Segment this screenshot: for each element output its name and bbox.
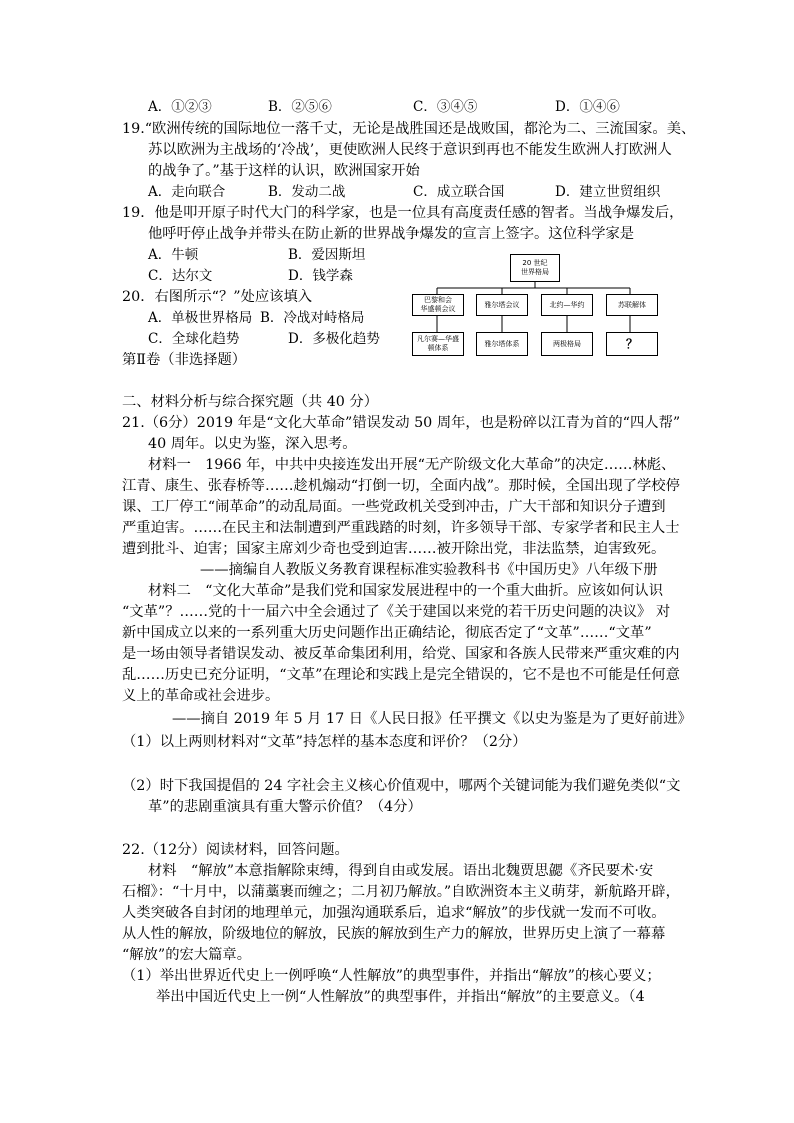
q21-material1-line-4: 严重迫害。……在民主和法制遭到严重践踏的时刻，许多领导干部、专家学者和民主人士 — [122, 520, 680, 536]
q21-material2-line-3: 新中国成立以来的一系列重大历史问题作出正确结论，彻底否定了“文革”……“文革” — [122, 625, 652, 641]
q19b-option-d: D．钱学森 — [288, 268, 353, 284]
q19b-option-a: A．牛顿 — [148, 247, 199, 263]
q21-material2-source: ——摘自 2019 年 5 月 17 日《人民日报》任平撰文《以史为鉴是为了更好前进》 — [172, 711, 692, 727]
q22-material-line-3: 人类突破各自封闭的地理单元，加强沟通联系后，追求“解放”的步伐就一发而不可收。 — [122, 905, 666, 921]
q21-material2-line-6: 义上的革命或社会进步。 — [122, 688, 280, 704]
part2-title: 第Ⅱ卷（非选择题） — [122, 352, 247, 368]
q21-subquestion-2-line-2: 革”的悲剧重演具有重大警示价值？（4分） — [148, 799, 422, 815]
q19b-option-c: C．达尔文 — [148, 268, 213, 284]
q19b-stem-line-1: 19．他是叩开原子时代大门的科学家，也是一位具有高度责任感的智者。当战争爆发后， — [122, 205, 684, 221]
q18-option-b: B．②⑤⑥ — [268, 99, 332, 115]
q20-option-b: B．冷战对峙格局 — [260, 310, 365, 326]
q21-intro-line-1: 21.（6分）2019 年是“文化大革命”错误发动 50 周年，也是粉碎以江青为首的“四人帮” — [122, 415, 681, 431]
diagram-box-bipolar-label: 两极格局 — [553, 339, 581, 348]
diagram-box-nato-warsaw-label: 北约—华约 — [549, 300, 585, 309]
diagram-box-versailles-line-2: 顿体系 — [427, 344, 449, 352]
q19a-option-d: D．建立世贸组织 — [555, 184, 661, 200]
q21-material2-line-5: 乱……历史已充分证明，“文革”在理论和实践上是完全错误的，它不是也不可能是任何意 — [122, 667, 680, 683]
diagram-box-bipolar — [541, 332, 593, 356]
q18-option-c: C．③④⑤ — [413, 99, 478, 115]
q20-option-c: C．全球化趋势 — [148, 331, 240, 347]
diagram-box-paris-line-1: 巴黎和会 — [424, 296, 452, 304]
diagram-root-line-1: 20 世纪 — [522, 259, 548, 267]
q20-option-d: D．多极化趋势 — [288, 331, 380, 347]
diagram-box-paris — [412, 294, 464, 316]
q19b-option-b: B．爱因斯坦 — [288, 247, 366, 263]
q22-intro: 22.（12分）阅读材料，回答问题。 — [122, 842, 349, 858]
q22-subquestion-1-line-1: （1）举出世界近代史上一例呼唤“人性解放”的典型事件，并指出“解放”的核心要义； — [122, 968, 661, 984]
diagram-box-nato-warsaw — [541, 294, 593, 316]
q19a-option-b: B．发动二战 — [268, 184, 346, 200]
q22-subquestion-1-line-2: 举出中国近代史上一例“人性解放”的典型事件，并指出“解放”的主要意义。（4 — [156, 989, 645, 1005]
q19a-stem-line-2: 苏以欧洲为主战场的‘冷战’，更使欧洲人民终于意识到再也不能发生欧洲人打欧洲人 — [148, 142, 672, 158]
diagram-box-yalta-system-label: 雅尔塔体系 — [484, 339, 520, 348]
section-heading: 二、材料分析与综合探究题（共 40 分） — [122, 394, 379, 410]
q21-material1-line-3: 课、工厂停工“闹革命”的动乱局面。一些党政机关受到冲击，广大干部和知识分子遭到 — [122, 499, 666, 515]
diagram-box-paris-line-2: 华盛顿会议 — [420, 305, 456, 313]
q22-material-line-2: 石榴》：“十月中，以蒲藁裹而缠之；二月初乃解放。”自欧洲资本主义萌芽，新航路开辟， — [122, 884, 680, 900]
q21-material2-line-4: 是一场由领导者错误发动、被反革命集团利用，给党、国家和各族人民带来严重灾难的内 — [122, 646, 680, 662]
q19a-stem-line-3: 的战争了。”基于这样的认识，欧洲国家开始 — [148, 163, 420, 179]
q18-option-d: D．①④⑥ — [555, 99, 620, 115]
q19a-option-a: A．走向联合 — [148, 184, 226, 200]
q21-subquestion-2-line-1: （2）时下我国提倡的 24 字社会主义核心价值观中，哪两个关键词能为我们避免类似“文 — [122, 778, 681, 794]
q21-material1-line-5: 遭到批斗、迫害；国家主席刘少奇也受到迫害……被开除出党，非法监禁，迫害致死。 — [122, 541, 666, 557]
diagram-box-unknown-label: ？ — [625, 336, 638, 351]
q22-material-line-4: 从人性的解放，阶级地位的解放，民族的解放到生产力的解放，世界历史上演了一幕幕 — [122, 926, 666, 942]
q20-stem: 20．右图所示“？”处应该填入 — [122, 289, 313, 305]
diagram-box-yalta-system — [476, 332, 528, 356]
q21-subquestion-1: （1）以上两则材料对“文革”持怎样的基本态度和评价？（2分） — [122, 734, 527, 750]
q18-option-a: A．①②③ — [148, 99, 212, 115]
q22-material-line-1: 材料 “解放”本意指解除束缚，得到自由或发展。语出北魏贾思勰《齐民要术·安 — [148, 863, 654, 879]
diagram-root-line-2: 世界格局 — [521, 268, 549, 276]
q21-intro-line-2: 40 周年。以史为鉴，深入思考。 — [148, 436, 357, 452]
q19a-stem-line-1: 19.“欧洲传统的国际地位一落千丈，无论是战胜国还是战败国，都沦为二、三流国家。美、 — [122, 121, 696, 137]
q21-material2-line-2: “文革”？……党的十一届六中全会通过了《关于建国以来党的若干历史问题的决议》 对 — [122, 604, 671, 620]
diagram-root-box — [510, 254, 560, 282]
q19a-option-c: C．成立联合国 — [413, 184, 505, 200]
q21-material1-line-1: 材料一 1966 年，中共中央接连发出开展“无产阶级文化大革命”的决定……林彪、 — [148, 457, 676, 473]
diagram-box-yalta-conf-label: 雅尔塔会议 — [484, 300, 520, 309]
q21-material1-source: ——摘编自人教版义务教育课程标准实验教科书《中国历史》八年级下册 — [200, 562, 658, 578]
q22-material-line-5: “解放”的宏大篇章。 — [122, 947, 251, 963]
diagram-box-ussr-collapse-label: 苏联解体 — [618, 300, 646, 309]
q21-material1-line-2: 江青、康生、张春桥等……趁机煽动“打倒一切，全面内战”。那时候，全国出现了学校停 — [122, 478, 680, 494]
diagram-box-yalta-conf — [476, 294, 528, 316]
diagram-box-ussr-collapse — [606, 294, 658, 316]
diagram-box-versailles-line-1: 凡尔赛—华盛 — [417, 335, 459, 343]
q20-option-a: A．单极世界格局 — [148, 310, 253, 326]
q21-material2-line-1: 材料二 “文化大革命”是我们党和国家发展进程中的一个重大曲折。应该如何认识 — [148, 583, 664, 599]
diagram-box-versailles — [412, 332, 464, 356]
world-pattern-diagram — [410, 252, 670, 364]
q19b-stem-line-2: 他呼吁停止战争并带头在防止新的世界战争爆发的宣言上签字。这位科学家是 — [148, 226, 635, 242]
diagram-box-unknown — [606, 332, 658, 356]
